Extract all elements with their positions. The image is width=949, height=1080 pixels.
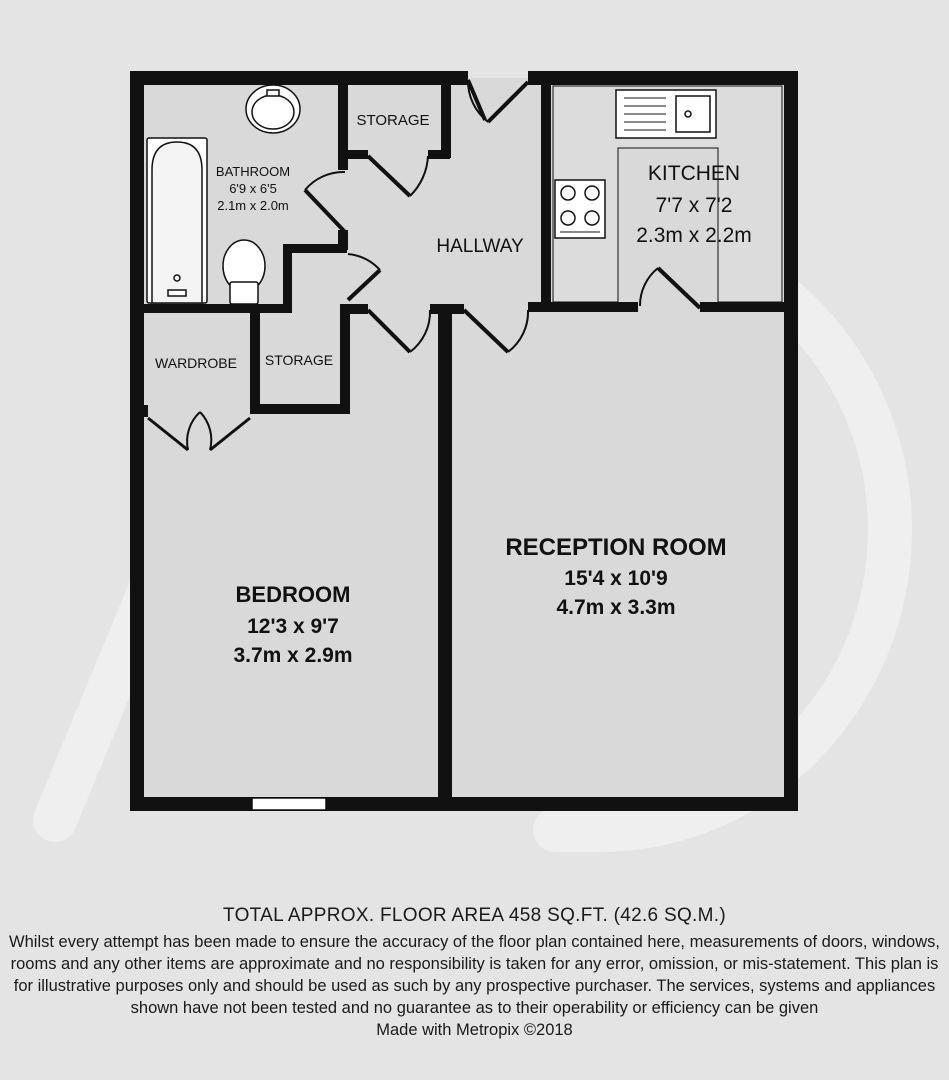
bath-fixture <box>147 138 207 303</box>
kitchen-imperial: 7'7 x 7'2 <box>655 194 733 217</box>
reception-metric: 4.7m x 3.3m <box>556 596 676 619</box>
toilet-fixture <box>223 240 265 304</box>
disclaimer-text: Whilst every attempt has been made to ensure the accuracy of the floor plan contained here, measurements of doors, windows, rooms and any other items are approximate and no responsibility is taken for any error, omission, or mis-statement. This plan is for illustrative purposes only and should be used as such by any prospective purchaser. The services, systems and appliances shown have not been tested and no guarantee as to their operability or efficiency can be given <box>9 933 940 1017</box>
room-label-hallway <box>436 236 524 257</box>
bedroom-metric: 3.7m x 2.9m <box>233 644 353 667</box>
bedroom-imperial: 12'3 x 9'7 <box>247 615 339 638</box>
kitchen-metric: 2.3m x 2.2m <box>636 224 752 247</box>
reception-name: RECEPTION ROOM <box>505 534 727 561</box>
sink-fixture <box>246 85 300 133</box>
made-with-credit: Made with Metropix ©2018 <box>376 1021 573 1039</box>
total-floor-area: TOTAL APPROX. FLOOR AREA 458 SQ.FT. (42.6 SQ.M.) <box>223 905 726 926</box>
bathroom-imperial: 6'9 x 6'5 <box>229 181 277 196</box>
reception-imperial: 15'4 x 10'9 <box>564 567 668 590</box>
footer <box>0 905 949 1041</box>
wardrobe-name: WARDROBE <box>155 355 237 371</box>
storage-mid-name: STORAGE <box>264 352 334 368</box>
bathroom-metric: 2.1m x 2.0m <box>217 198 289 213</box>
hallway-name: HALLWAY <box>436 236 524 257</box>
kitchen-name: KITCHEN <box>647 162 741 185</box>
room-label-wardrobe <box>155 355 237 371</box>
room-label-storage-top <box>356 112 429 129</box>
kitchen-sink-fixture <box>616 90 716 138</box>
bedroom-name: BEDROOM <box>235 582 351 607</box>
room-label-storage-mid <box>265 352 333 368</box>
storage-top-name: STORAGE <box>356 112 430 129</box>
room-label-bedroom <box>233 582 352 667</box>
hob-fixture <box>555 180 605 238</box>
bathroom-name: BATHROOM <box>215 164 291 179</box>
